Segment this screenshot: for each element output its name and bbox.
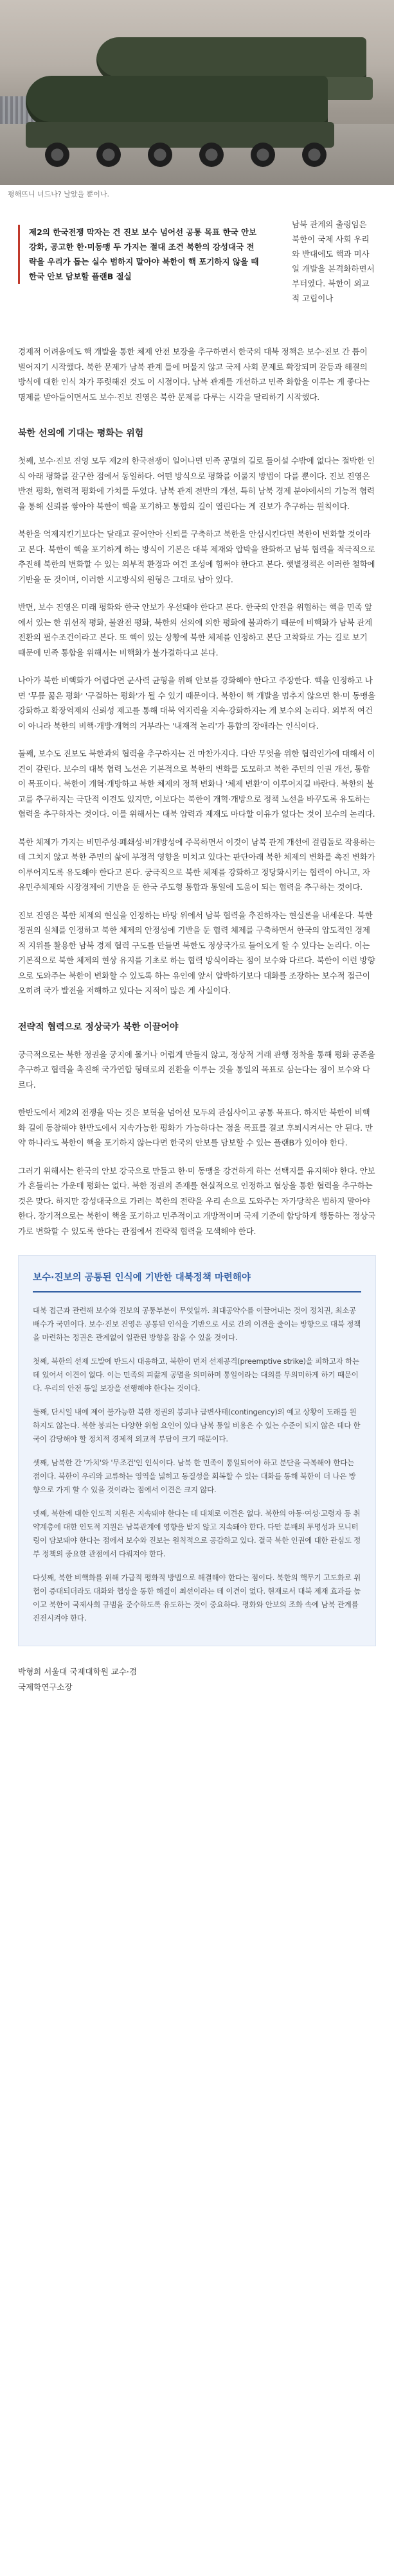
box-paragraph: 첫째, 북한의 선제 도발에 반드시 대응하고, 북한이 먼저 선제공격(preemptive strike)을 피하고자 하는 데 있어서 이견이 없다. 이는 민족의 피끓게 공멸을 의미하며 통일이라는 대의를 무의미하게 하기 때문이다. 우리의 안전 통일 보장을 선행해야 한다는 것이다. (33, 1357, 360, 1393)
paragraph: 북한 체제가 가지는 비민주성·폐쇄성·비개방성에 주목하면서 이것이 남북 관계 개선에 걸림돌로 작용하는 데 그치지 않고 북한 주민의 삶에 부정적 영향을 미치고 있다는 판단아래 북한 체제의 변화를 촉진 변화가 이루어지도록 유도해야 한다고 본다. 궁극적으로 북한 체제를 강화하고 정당화시키는 협력이 아니고, 자유민주체제와 시장경제에 기반을 둔 한국 주도형 통합과 통일에 도움이 되는 협력을 추구하는 것이다. (18, 837, 375, 892)
paragraph: 나아가 북한 비핵화가 어렵다면 군사력 균형을 위해 안보를 강화해야 한다고 주장한다. 핵을 인정하고 나면 '무릎 꿇은 평화' '구걸하는 평화'가 될 수 있기 때문이다. 북한이 핵 개발을 멈추지 않으면 한·미 동맹을 강화하고 확장억제의 신뢰성 제고를 통해 대북 억지력을 지속·강화하지는 게 보수의 논리다. 외부적 여건이 아니라 북한의 비핵·개방·개혁의 거부라는 '내재적 논리'가 통합의 장애라는 인식이다. (18, 675, 375, 731)
intro-section (0, 203, 394, 344)
box-paragraph: 둘째, 단시일 내에 제어 불가능한 북한 정권의 붕괴나 급변사태(contingency)의 예고 상황이 도래를 원하지도 않는다. 북한 붕괴는 다양한 위험 요인이 있다 남북 통일 비용은 수 있는 수준이 되지 않은 데다 한국이 감당해야 할 정치적 경제적 외교적 부담이 크기 때문이다. (33, 1407, 361, 1443)
box-paragraph: 대북 접근과 관련해 보수와 진보의 공통부분이 무엇일까. 최대공약수를 이끌어내는 것이 정치권, 최소공배수가 국민이다. 보수·진보 진영은 공통된 인식을 기반으로 서로 간의 이견을 줄이는 방향으로 대북 정책을 마련하는 정권은 관계없이 일관된 방향을 잡을 수 있을 것이다. (33, 1306, 361, 1342)
missile-front (26, 76, 328, 127)
box-paragraph: 다섯째, 북한 비핵화를 위해 가급적 평화적 방법으로 해결해야 한다는 점이다. 북한의 핵무기 고도화로 위협이 증대되더라도 대화와 협상을 통한 해결이 최선이라는 데 이견이 없다. 현재로서 대북 제재 효과를 높이고 북한이 국제사회 규범을 준수하도록 유도하는 것이 중요하다. 평화와 안보의 조화 속에 남북 관계를 진전시켜야 한다. (33, 1573, 361, 1623)
paragraph: 첫째, 보수·진보 진영 모두 제2의 한국전쟁이 일어나면 민족 공멸의 길로 들어설 수밖에 없다는 절박한 인식 아래 평화를 갈구한 점에서 동일하다. 어떤 방식으로 평화를 이룰지 방법이 다를 뿐이다. 진보 진영은 반전 평화, 협력적 평화에 가치를 두었다. 남북 관계 전반의 개선, 특히 남북 경제 분야에서의 기능적 협력을 통해 신뢰를 쌓아야 북한이 핵을 포기하고 통합의 길이 열린다는 게 진보가 추구하는 원칙이다. (18, 456, 375, 511)
author-name: 박형희 서울대 국제대학원 교수·겸 (18, 1667, 137, 1676)
news-photo (0, 0, 394, 185)
paragraph: 둘째, 보수도 진보도 북한과의 협력을 추구하지는 건 마찬가지다. 다만 무엇을 위한 협력인가에 대해서 이견이 갈린다. 보수의 대북 협력 노선은 기본적으로 북한의 변화를 도모하고 북한 주민의 인권 개선, 통합이 목표이다. 북한이 개혁·개방하고 북한 체제의 정책 변화나 '체제 변환'이 이루어지길 바란다. 북한의 불고를 추구하지는 극단적 이견도 있지만, 이보다는 북한이 개혁·개방으로 정책 노선을 바꾸도록 유도하는 협력을 추구하자는 것이다. 이를 위해서는 대북 압력과 제재도 마다할 이유가 없다는 것이 보수의 논리다. (18, 749, 375, 819)
author-byline (0, 1646, 394, 1695)
paragraph: 궁극적으로는 북한 정권을 궁지에 몰거나 어렵게 만들지 않고, 정상적 거래 관행 정착을 통해 평화 공존을 추구하고 협력을 촉진해 국가연합 형태로의 전환을 이루는 것을 통일의 목표로 삼는다는 점이 보수와 다르다. (18, 1049, 375, 1090)
photo-caption: 평해뜨니 너드나? 날았을 뿐이나. (8, 190, 109, 198)
side-column-text: 남북 관계의 출렁임은 북한이 국제 사회 우리와 반대에도 핵과 미사일 개발을 본격화하면서부터였다. 북한이 외교적 고립이나 (292, 220, 375, 303)
wheel-icon (251, 143, 275, 167)
section-heading: 북한 선의에 기대는 평화는 위험 (18, 428, 144, 439)
paragraph: 진보 진영은 북한 체제의 현실을 인정하는 바탕 위에서 남북 협력을 추진하자는 현실론을 내세운다. 북한 정권의 실체를 인정하고 북한 체제의 안정성에 기반을 둔 협력 체제를 구축하면서 한국의 압도적인 경제적 지위를 활용한 남북 경제 협력 구도를 만들면 북한도 정상국가로 들어오게 할 수 있다는 논리다. 이는 기본적으로 북한 체제의 현상 유지를 기초로 하는 협력 방식이라는 점이 보수와 다르다. 북한이 이런 방향으로 도와주는 북한이 변화할 수 있도록 하는 유인에 앞서 압박하기보다 대화를 조장하는 보수적 접근이 오히려 국가 발전을 저해하고 있다는 지적이 많은 게 사실이다. (18, 910, 375, 995)
paragraph: 반면, 보수 진영은 미래 평화와 한국 안보가 우선돼야 한다고 본다. 한국의 안전을 위협하는 핵을 민족 앞에서 있는 한 위선적 평화, 불완전 평화, 북한의 선의에 의한 평화에 불과하기 때문에 비핵화가 남북 관계 전환의 필수조건이라고 본다. 또 핵이 있는 상황에 북한 체제를 인정하고 본단 고착화로 가는 길로 보기 때문에 민족 통합을 위해서는 비핵화가 불가결하다고 본다. (18, 602, 373, 657)
wheel-icon (96, 143, 121, 167)
box-paragraph: 셋째, 남북한 간 '가치'와 '무조건'인 인식이다. 남북 한 민족이 통일되어야 하고 분단을 극복해야 한다는 점이다. 북한이 우리와 교류하는 영역을 넓히고 동질성을 회복할 수 있는 대화를 통해 북한이 더 나은 방향으로 가게 할 수 있을 것이라는 점에서 이견은 크지 않다. (33, 1458, 356, 1494)
wheel-icon (199, 143, 224, 167)
pull-quote: 제2의 한국전쟁 막자는 건 진보 보수 넘어선 공통 목표 한국 안보 강화, 공고한 한·미동맹 두 가지는 절대 조건 북한의 강성대국 전략을 우리가 돕는 실수 범하지 말아야 북한이 핵 포기하지 않을 때 한국 안보 담보할 플랜B 절실 (18, 225, 259, 284)
wheel-icon (45, 143, 69, 167)
paragraph: 경제적 어려움에도 핵 개발을 통한 체제 안전 보장을 추구하면서 한국의 대북 정책은 보수·진보 간 틈이 벌어지기 시작했다. 북한 문제가 남북 관계 틀에 머물지 않고 국제 사회 문제로 확장되며 갈등과 해결의 방식에 대한 인식 차가 뚜렷해진 것도 이 시점이다. 남북 관계를 개선하고 민족 화합을 이루는 게 좋다는 명제를 받아들이면서도 보수·진보 진영은 북한 문제를 다루는 시각을 달리하기 시작했다. (18, 347, 370, 402)
paragraph: 북한을 억제지킨기보다는 달래고 끌어안아 신뢰를 구축하고 북한을 안심시킨다면 북한이 변화할 것이라고 본다. 북한이 핵을 포기하게 하는 방식이 기본은 대북 제재와 압박을 완화하고 남북 협력을 적극적으로 추진해 북한의 변화할 수 있는 외부적 환경과 여건 조성에 힘써야 한다고 본다. 햇볕정책은 이러한 철학에 기반을 둔 것이며, 이러한 시고방식의 원형은 그대로 남아 있다. (18, 529, 375, 584)
wheel-icon (302, 143, 327, 167)
box-title: 보수·진보의 공통된 인식에 기반한 대북정책 마련해야 (33, 1270, 361, 1292)
launcher-truck-front (26, 122, 334, 148)
wheel-icon (148, 143, 172, 167)
article-body (0, 344, 394, 1239)
paragraph: 한반도에서 제2의 전쟁을 막는 것은 보혁을 넘어선 모두의 관심사이고 공통 목표다. 하지만 북한이 비핵화 길에 동참해야 한반도에서 지속가능한 평화가 가능하다는 점을 목표를 결코 후퇴시켜서는 안 된다. 만약 하나라도 북한이 핵을 포기하지 않는다면 한국의 안보를 담보할 수 있는 플랜B가 있어야 한다. (18, 1108, 373, 1147)
box-paragraph: 넷째, 북한에 대한 인도적 지원은 지속돼야 한다는 데 대체로 이견은 없다. 북한의 아동·여성·고령자 등 취약계층에 대한 인도적 지원은 남북관계에 영향을 받지 않고 지속돼야 한다. 다만 분배의 투명성과 모니터링이 담보돼야 한다는 점에서 보수와 진보는 원칙적으로 공감하고 있다. 결국 북한 인권에 대한 관심도 정부 정책의 중요한 관점에서 다뤄져야 한다. (33, 1509, 361, 1558)
author-title: 국제학연구소장 (18, 1682, 73, 1692)
section-heading: 전략적 협력으로 정상국가 북한 이끌어야 (18, 1022, 179, 1032)
paragraph: 그러기 위해서는 한국의 안보 강국으로 만들고 한·미 동맹을 강건하게 하는 선택지를 유지해야 한다. 안보가 흔들리는 가운데 평화는 없다. 북한 정권의 존재를 현실적으로 인정하고 협상을 통한 협력을 추구하는 것은 맞다. 하지만 강성대국으로 가려는 북한의 전략을 우리 손으로 도와주는 자가당착은 범하지 말아야 한다. 장기적으로는 북한이 핵을 포기하고 민주적이고 개방적이며 국제 기준에 합당하게 행동하는 정상국가로 변화할 수 있도록 한다는 관점에서 전략적 협력을 모색해야 한다. (18, 1165, 375, 1236)
sidebar-box (18, 1255, 376, 1646)
